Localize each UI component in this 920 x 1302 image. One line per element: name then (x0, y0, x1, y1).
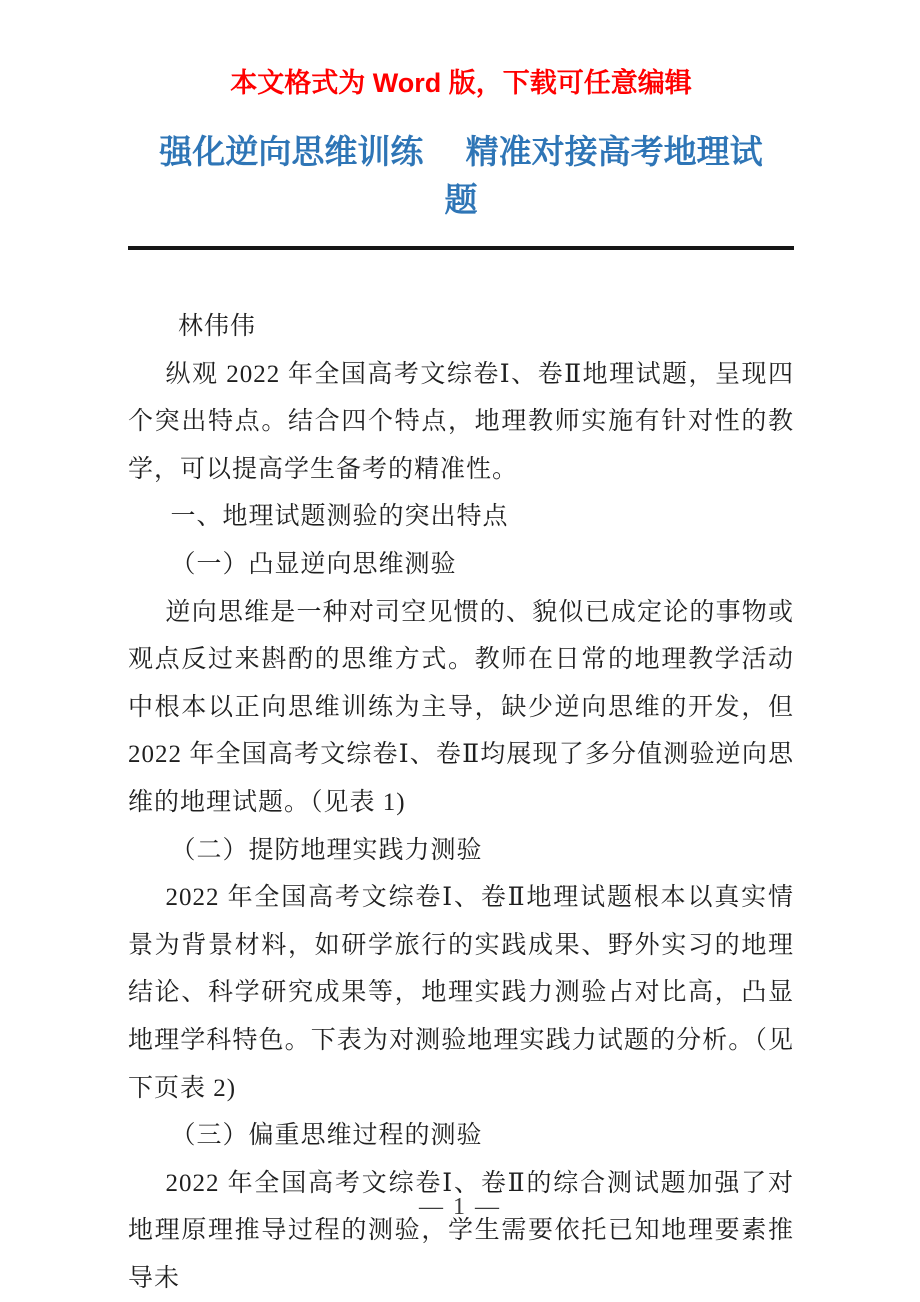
paragraph-body: 逆向思维是一种对司空见惯的、貌似已成定论的事物或观点反过来斟酌的思维方式。教师在日常的地理教学活动中根本以正向思维训练为主导，缺少逆向思维的开发，但 2022 年全国高考文综卷Ⅰ、卷Ⅱ均展现了多分值测验逆向思维的地理试题。（见表 1) (128, 598, 794, 817)
document-title-line-2: 题 (444, 181, 478, 218)
format-notice-banner: 本文格式为 Word 版，下载可任意编辑 (230, 68, 692, 98)
paragraph-body: 2022 年全国高考文综卷Ⅰ、卷Ⅱ地理试题根本以真实情景为背景材料，如研学旅行的实践成果、野外实习的地理结论、科学研究成果等，地理实践力测验占对比高，凸显地理学科特色。下表为对测验地理实践力试题的分析。（见下页表 2) (128, 884, 794, 1102)
paragraph-body: 纵观 2022 年全国高考文综卷Ⅰ、卷Ⅱ地理试题，呈现四个突出特点。结合四个特点，地理教师实施有针对性的教学，可以提高学生备考的精准性。 (128, 360, 794, 483)
paragraph-heading: 一、地理试题测验的突出特点 (170, 503, 509, 531)
paragraph-heading: （二）提防地理实践力测验 (170, 836, 483, 864)
page-footer (0, 1190, 920, 1224)
paragraph-author: 林伟伟 (178, 313, 257, 341)
document-title-line-1: 强化逆向思维训练 精准对接高考地理试 (159, 133, 763, 170)
page-number: — 1 — (419, 1194, 501, 1220)
paragraph-heading: （三）偏重思维过程的测验 (170, 1122, 483, 1150)
paragraph-heading: （一）凸显逆向思维测验 (170, 551, 457, 579)
paragraph-body: 2022 年全国高考文综卷Ⅰ、卷Ⅱ的综合测试题加强了对地理原理推导过程的测验，学生需要依托已知地理要素推导未 (128, 1169, 794, 1292)
document-body (128, 303, 794, 1302)
document-title (128, 128, 794, 224)
title-divider-rule (128, 246, 794, 250)
